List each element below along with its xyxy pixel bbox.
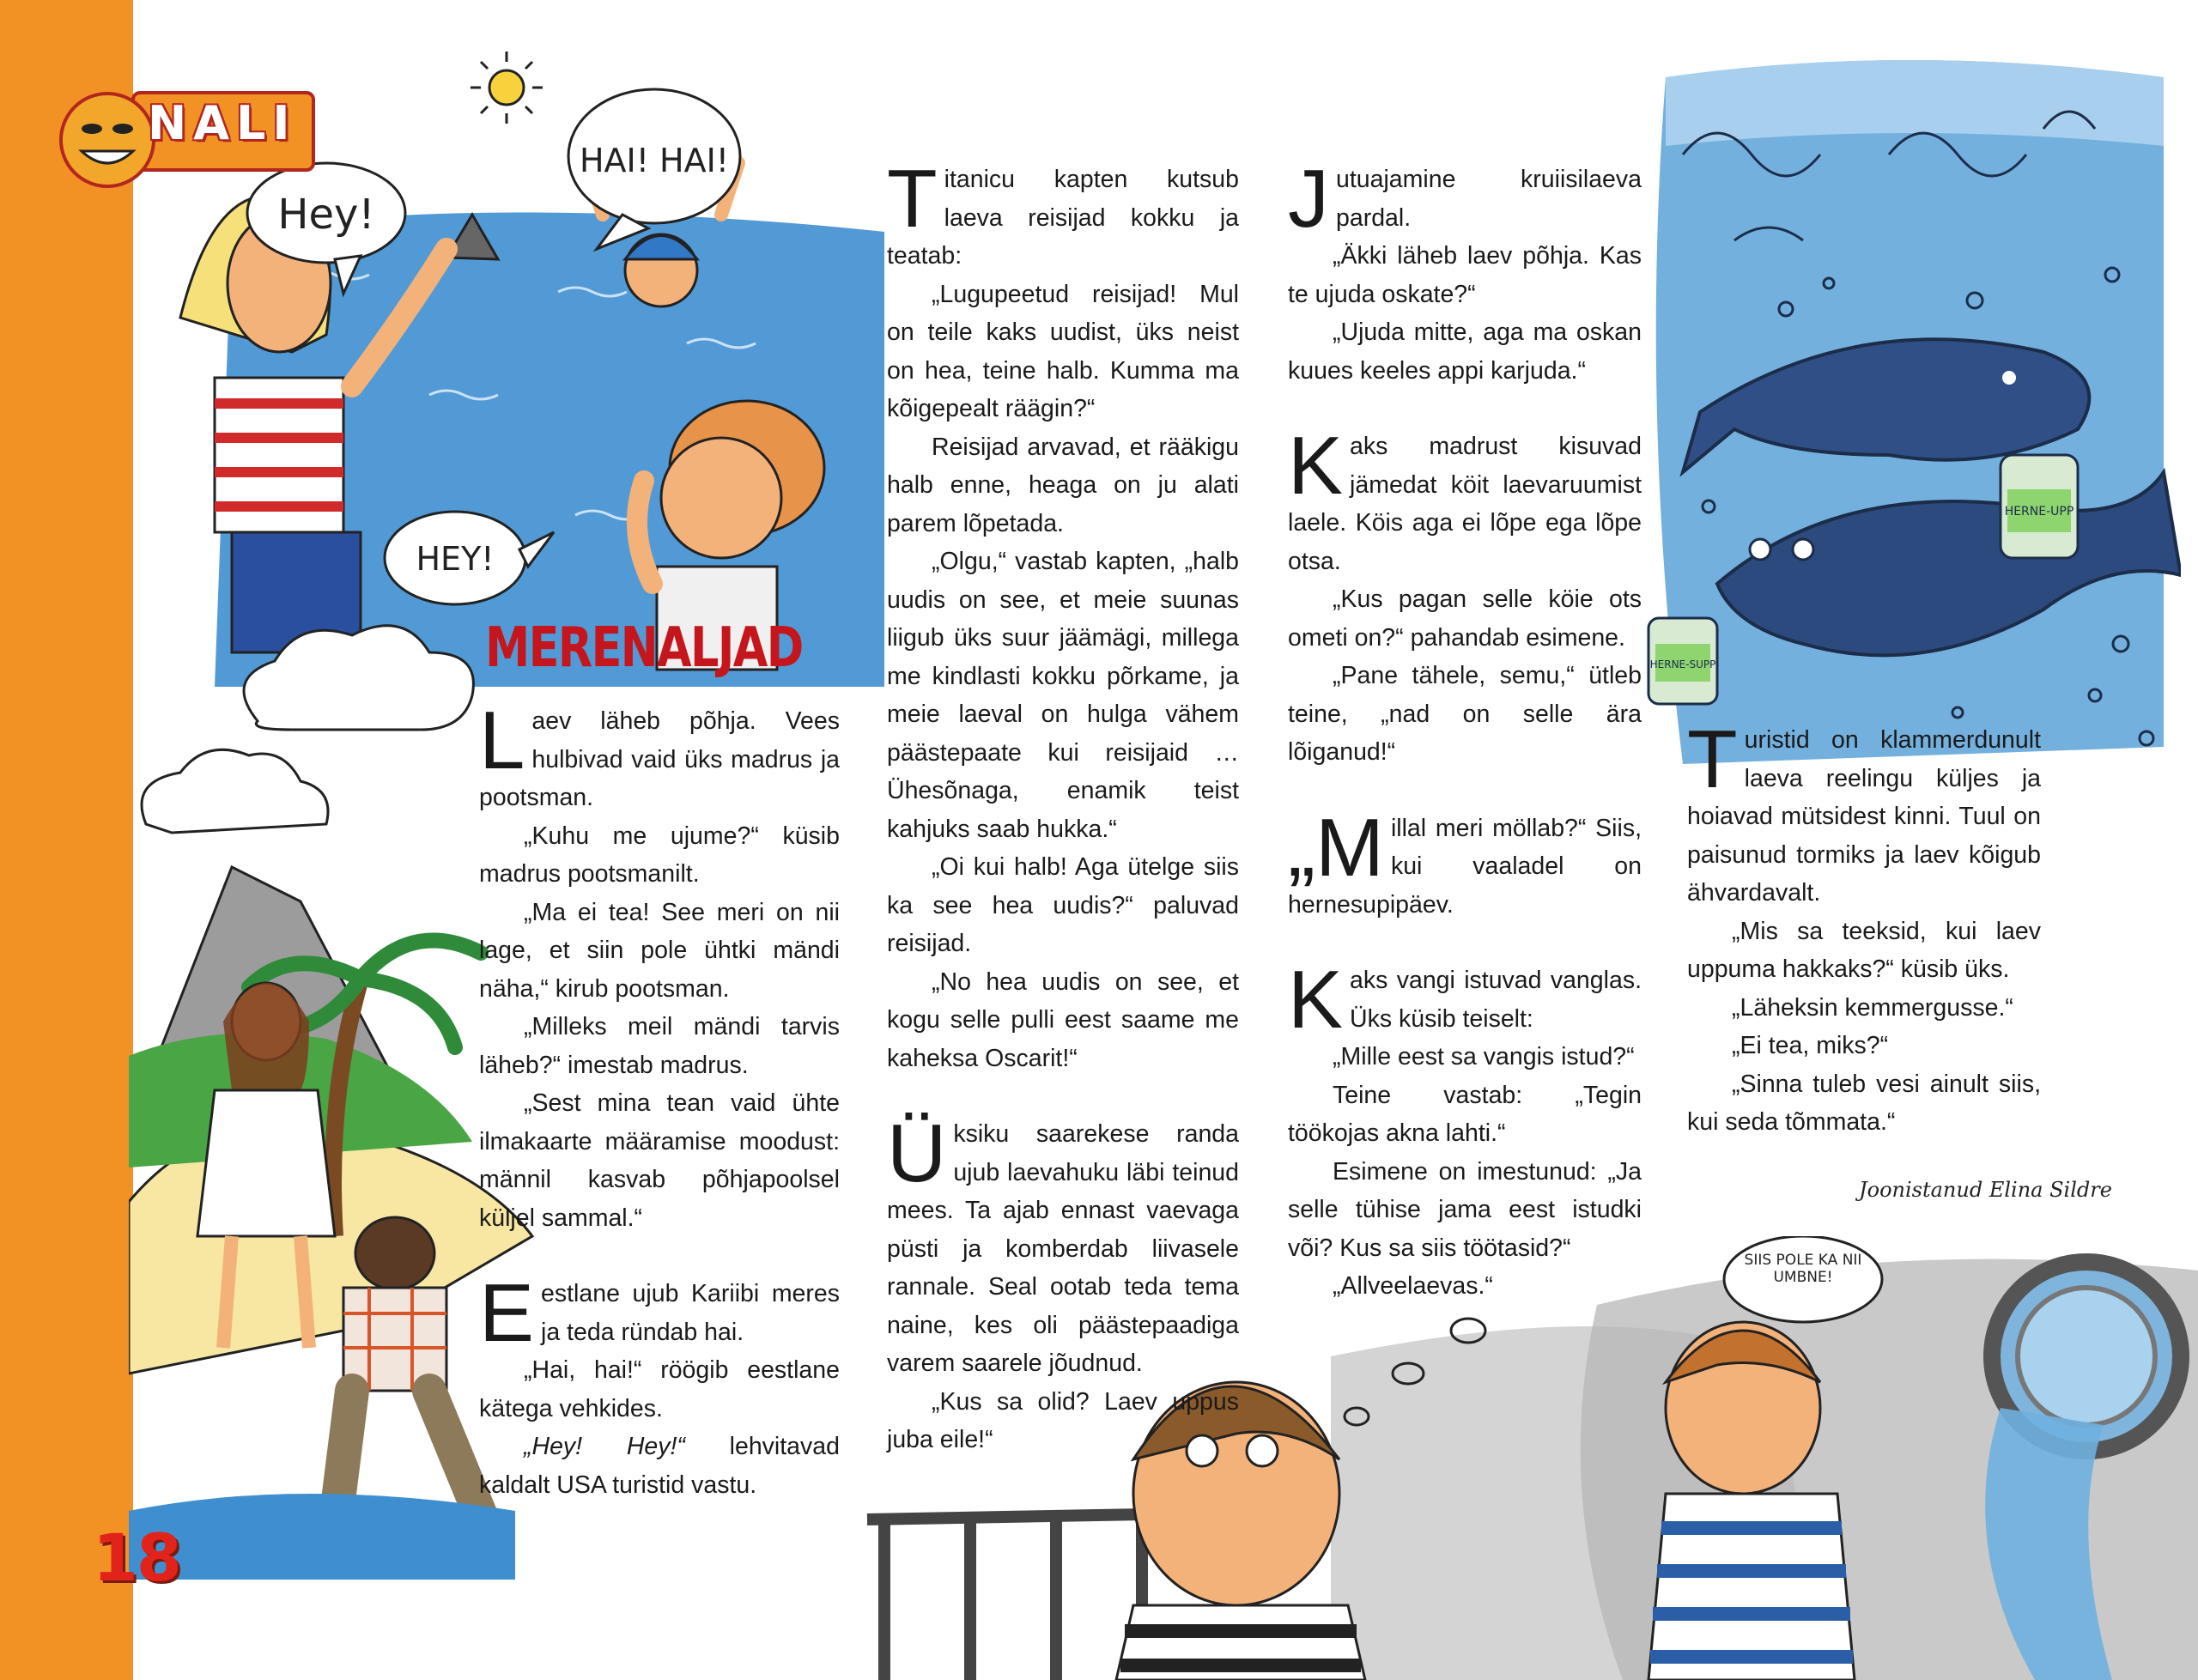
drop-cap: T (1687, 713, 1738, 805)
joke-paragraph: Teine vastab: „Tegin töökojas akna lahti.“ (1288, 1081, 1642, 1147)
joke-paragraph: „Lugupeetud reisijad! Mul on teile kaks uudist, üks neist on hea, teine halb. Kumma ma kõigepealt räägin?“ (887, 280, 1239, 422)
pea-soup-jar-top (2001, 455, 2078, 558)
underwater-whales-illustration (1631, 26, 2181, 764)
text-column-3 (1288, 153, 1642, 1306)
joke-paragraph: Laev läheb põhja. Vees hulbivad vaid üks madrus ja pootsman. (479, 694, 840, 811)
joke-paragraph: „Kuhu me ujume?“ küsib madrus pootsmanilt. (479, 822, 840, 888)
joke-paragraph: „Millal meri möllab?“ Siis, kui vaaladel on hernesupipäev. (1288, 801, 1642, 919)
joke-paragraph: Üksiku saarekese randa ujub laevahuku läbi teinud mees. Ta ajab ennast vaevaga püsti ja komberdab liivasele rannale. Seal ootab teda tema naine, kes oli päästepaadiga varem saarele jõudnud. (887, 1107, 1239, 1377)
shore-water (129, 1494, 515, 1580)
joke-paragraph: Kaks vangi istuvad vanglas. Üks küsib teiselt: (1288, 954, 1642, 1046)
joke-paragraph: „Pane tähele, semu,“ ütleb teine, „nad on selle ära lõiganud!“ (1288, 662, 1642, 766)
drop-cap: „M (1288, 801, 1384, 894)
svg-text:HERNE-SUPP: HERNE-SUPP (1649, 658, 1716, 670)
joke-paragraph: Esimene on imestunud: „Ja selle tühise jama eest istudki või? Kus sa siis töötasid?“ (1288, 1157, 1642, 1262)
page-title: MERENALJAD (485, 616, 803, 680)
svg-text:HAI! HAI!: HAI! HAI! (579, 142, 730, 179)
svg-text:Hey!: Hey! (277, 191, 375, 239)
joke-paragraph: „Hey! Hey!“ lehvitavad kaldalt USA turistid vastu. (479, 1433, 840, 1499)
svg-text:HEY!: HEY! (416, 540, 495, 578)
drop-cap: J (1288, 153, 1329, 245)
joke-paragraph: „Ei tea, miks?“ (1732, 1032, 1889, 1059)
joke-paragraph: „Hai, hai!“ röögib eestlane kätega vehkides. (479, 1356, 840, 1422)
joke-paragraph: „Olgu,“ vastab kapten, „halb uudis on see, et meie suunas liigub üks suur jäämägi, millega me kindlasti kokku põrkame, ja meie laeval on hulga vähem päästepaate kui reisijaid … Ühesõnaga, enamik teist kahjuks saab hukka.“ (887, 548, 1239, 843)
joke-paragraph: „Äkki läheb laev põhja. Kas te ujuda oskate?“ (1288, 242, 1642, 308)
text-column-4 (1687, 713, 2041, 1142)
drop-cap: L (479, 694, 525, 786)
joke-paragraph: Reisijad arvavad, et rääkigu halb enne, heaga on ju alati parem lõpetada. (887, 433, 1239, 537)
joke-paragraph: Eestlane ujub Kariibi meres ja teda ründab hai. (479, 1267, 840, 1359)
text-column-2 (887, 153, 1239, 1459)
joke-paragraph: Titanicu kapten kutsub laeva reisijad kokku ja teatab: (887, 153, 1239, 270)
section-label: NALI (148, 96, 297, 150)
illustration-credit: Joonistanud Elina Sildre (1859, 1178, 2112, 1202)
cloud-small (142, 749, 328, 833)
drop-cap: K (1288, 954, 1344, 1046)
joke-paragraph: Jutuajamine kruiisilaeva pardal. (1288, 153, 1642, 245)
joke-paragraph: „Oi kui halb! Aga ütelge siis ka see hea uudis?“ paluvad reisijad. (887, 853, 1239, 957)
joke-paragraph: Kaks madrust kisuvad jämedat köit laevaruumist laele. Köis aga ei lõpe ega lõpe otsa. (1288, 420, 1642, 575)
svg-text:HERNE-UPP: HERNE-UPP (2004, 505, 2074, 519)
joke-paragraph: „Sest mina tean vaid ühte ilmakaarte määramise moodust: männil kasvab põhjapoolsel küljel sammal.“ (479, 1089, 840, 1232)
joke-paragraph: „Kus pagan selle köie ots ometi on?“ pahandab esimene. (1288, 585, 1642, 652)
drop-cap: E (479, 1267, 535, 1359)
joke-paragraph: Turistid on klammerdunult laeva reelingu küljes ja hoiavad mütsidest kinni. Tuul on paisunud tormiks ja laev kõigub ähvardavalt. (1687, 713, 2041, 907)
joke-paragraph: „Kus sa olid? Laev uppus juba eile!“ (887, 1387, 1239, 1453)
orange-margin-strip (0, 0, 133, 1680)
joke-paragraph: „Läheksin kemmergusse.“ (1732, 993, 2013, 1022)
joke-paragraph: „Milleks meil mändi tarvis läheb?“ imestab madrus. (479, 1013, 840, 1079)
page-number: 18 (93, 1519, 180, 1596)
joke-paragraph: „Mille eest sa vangis istud?“ (1333, 1043, 1635, 1070)
text-column-1 (479, 694, 840, 1504)
sun-icon (471, 52, 543, 124)
smiley-sun-icon (61, 94, 154, 186)
joke-paragraph: „Sinna tuleb vesi ainult siis, kui seda tõmmata.“ (1687, 1070, 2041, 1136)
joke-paragraph: „Ma ei tea! See meri on nii lage, et siin pole ühtki mändi näha,“ kirub pootsman. (479, 898, 840, 1003)
joke-paragraph: „Allveelaevas.“ (1333, 1272, 1493, 1300)
drop-cap: T (887, 153, 938, 245)
drop-cap: Ü (887, 1107, 947, 1199)
drop-cap: K (1288, 420, 1344, 512)
speech-bubble-boy: SIIS POLE KA NII UMBNE! (1724, 1236, 1882, 1322)
joke-paragraph: „No hea uudis on see, et kogu selle pulli eest saame me kaheksa Oscarit!“ (887, 967, 1239, 1072)
joke-paragraph: „Mis sa teeksid, kui laev uppuma hakkaks?“ küsib üks. (1687, 917, 2041, 983)
joke-paragraph: „Ujuda mitte, aga ma oskan kuues keeles appi karjuda.“ (1288, 318, 1642, 385)
pea-soup-jar-bottom (1648, 618, 1717, 704)
